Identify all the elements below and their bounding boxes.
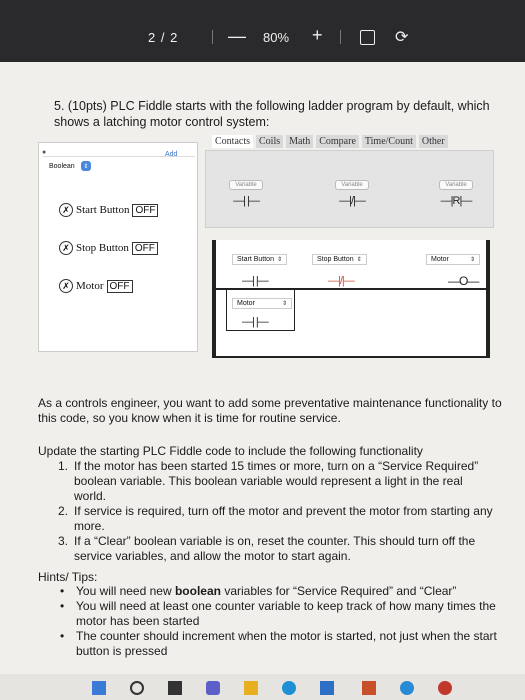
select-arrow-icon: ⇕ (281, 301, 287, 307)
contact-symbol: —|R|— (440, 195, 472, 207)
nc-contact-icon: —|/|— (328, 275, 354, 287)
toggle-button[interactable]: OFF (132, 242, 158, 255)
tab-coils[interactable]: Coils (256, 135, 283, 148)
tab-compare[interactable]: Compare (316, 135, 359, 148)
requirements-list (58, 459, 498, 564)
select-arrow-icon: ⇕ (81, 161, 91, 171)
list-item: 1. If the motor has been started 15 times or more, turn on a “Service Required” boolean variable. This boolean variable would represent a light in the real world. (58, 459, 479, 503)
type-select-value: Boolean (49, 162, 75, 170)
rotate-icon[interactable]: ⟳ (395, 29, 409, 46)
list-item: • The counter should increment when the motor is started, not just when the start button is pressed (60, 629, 497, 658)
rung-coil-select[interactable] (426, 254, 480, 265)
no-contact-icon: —| |— (242, 275, 268, 287)
list-item: 3. If a “Clear” boolean variable is on, reset the counter. This should turn off the service variables, and allow the motor to start again. (58, 534, 476, 563)
folder-icon[interactable] (244, 681, 258, 695)
rung-line (216, 288, 486, 290)
palette-variable-select: Variable (335, 180, 369, 190)
pdf-toolbar (0, 0, 525, 62)
input-cursor: ● (42, 149, 47, 156)
toggle-button[interactable]: OFF (107, 280, 133, 293)
taskbar (0, 674, 525, 700)
element-tabs (212, 135, 448, 148)
palette-item-nc-contact[interactable] (324, 173, 380, 207)
list-item: • You will need new boolean variables for “Service Required” and “Clear” (60, 584, 457, 598)
element-palette (205, 150, 494, 228)
toolbar-divider (212, 30, 213, 44)
tab-time-count[interactable]: Time/Count (362, 135, 416, 148)
contact-symbol: —| |— (233, 195, 259, 207)
contact-symbol: —|/|— (339, 195, 365, 207)
palette-item-no-contact[interactable] (218, 173, 274, 207)
coil-icon: —O— (448, 274, 479, 288)
variable-panel (38, 142, 198, 352)
teams-icon[interactable] (206, 681, 220, 695)
page-indicator: 2 / 2 (148, 30, 179, 45)
element-label: Motor (431, 256, 449, 263)
bottom-rail (216, 356, 486, 358)
palette-variable-select: Variable (229, 180, 263, 190)
branch-line (294, 288, 295, 330)
edge-icon[interactable] (282, 681, 296, 695)
list-item: • You will need at least one counter variable to keep track of how many times the motor has been started (60, 599, 496, 628)
question-text: 5. (10pts) PLC Fiddle starts with the following ladder program by default, which shows a latching motor control system: (54, 99, 490, 129)
variable-name: Start Button (76, 204, 130, 216)
delete-icon[interactable]: ✗ (59, 241, 73, 255)
delete-icon[interactable]: ✗ (59, 279, 73, 293)
store-icon[interactable] (362, 681, 376, 695)
hints-list (60, 584, 500, 659)
branch-line (226, 330, 295, 331)
variable-name: Stop Button (76, 242, 129, 254)
select-arrow-icon: ⇕ (356, 257, 362, 263)
no-contact-icon: —| |— (242, 316, 268, 328)
pdf-page (0, 62, 525, 674)
task-view-icon[interactable] (168, 681, 182, 695)
select-arrow-icon: ⇕ (469, 257, 475, 263)
list-item: 2. If service is required, turn off the motor and prevent the motor from starting any more. (58, 504, 493, 533)
fit-page-icon[interactable] (360, 30, 375, 45)
tab-contacts[interactable]: Contacts (212, 135, 253, 148)
branch-select[interactable] (232, 298, 292, 309)
delete-icon[interactable]: ✗ (59, 203, 73, 217)
search-icon[interactable] (130, 681, 144, 695)
tab-math[interactable]: Math (286, 135, 313, 148)
chrome-icon[interactable] (438, 681, 452, 695)
variable-row (59, 279, 133, 293)
browser-icon[interactable] (400, 681, 414, 695)
element-label: Stop Button (317, 256, 354, 263)
variable-row (59, 241, 158, 255)
zoom-in-button[interactable]: + (312, 25, 323, 45)
palette-variable-select: Variable (439, 180, 473, 190)
palette-item-rising-contact[interactable] (428, 173, 484, 207)
rung-stop-select[interactable] (312, 254, 367, 265)
windows-icon[interactable] (92, 681, 106, 695)
ladder-diagram (212, 240, 490, 358)
hints-title: Hints/ Tips: (38, 570, 98, 584)
toolbar-divider (340, 30, 341, 44)
zoom-out-button[interactable]: — (228, 26, 246, 46)
intro-paragraph: As a controls engineer, you want to add some preventative maintenance functionality to this code, so you know when it is time for routine service. (38, 396, 502, 425)
select-arrow-icon: ⇕ (276, 257, 282, 263)
tab-other[interactable]: Other (419, 135, 448, 148)
app-icon[interactable] (320, 681, 334, 695)
variable-name: Motor (76, 280, 104, 292)
type-select[interactable] (49, 161, 91, 171)
rung-start-select[interactable] (232, 254, 287, 265)
element-label: Start Button (237, 256, 274, 263)
zoom-level[interactable]: 80% (263, 30, 290, 45)
variable-row (59, 203, 158, 217)
branch-line (226, 288, 227, 330)
update-heading: Update the starting PLC Fiddle code to include the following functionality (38, 444, 423, 458)
add-button[interactable]: Add (165, 151, 178, 158)
toggle-button[interactable]: OFF (132, 204, 158, 217)
element-label: Motor (237, 300, 255, 307)
